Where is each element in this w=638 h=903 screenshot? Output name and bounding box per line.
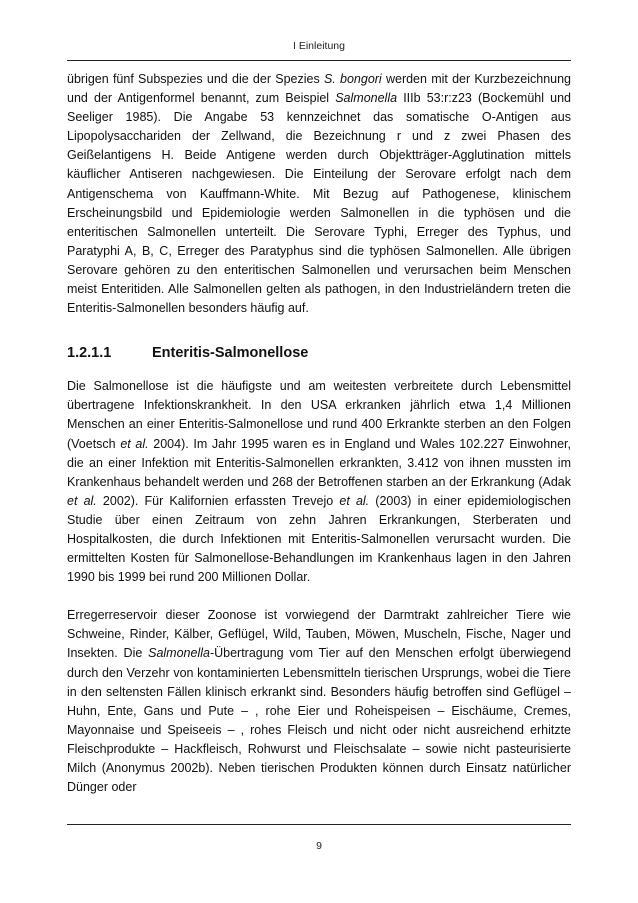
page-number: 9	[316, 840, 322, 852]
paragraph	[67, 606, 571, 797]
italic-text-run: Salmonella	[335, 91, 398, 106]
text-run: Die Salmonellose ist die häufigste und am weitesten verbreitete durch Lebensmittel übertragene Infektionskrankheit. In den USA erkranken jährlich etwa 1,4 Millionen Menschen an einer Enteritis-Salmonellose und rund 400 Erkrankte sterben an den Folgen (Voetsch	[67, 379, 571, 451]
text-run: übrigen fünf Subspezies und die der Spezies	[67, 72, 324, 86]
section-title: Enteritis-Salmonellose	[152, 345, 309, 362]
running-header: I Einleitung	[293, 40, 345, 52]
text-run: werden mit der Kurzbezeichnung und der Antigenformel benannt, zum Beispiel	[67, 72, 572, 106]
paragraph	[67, 70, 571, 318]
page-body	[67, 70, 571, 797]
italic-text-run: et al.	[120, 436, 149, 451]
italic-text-run: et al.	[339, 493, 370, 508]
italic-text-run: S. bongori	[323, 72, 382, 86]
header-divider	[67, 60, 571, 61]
footer-divider	[67, 824, 571, 825]
italic-text-run: Salmonella	[148, 646, 210, 661]
text-run: 2002). Für Kalifornien erfassten Trevejo	[96, 493, 340, 508]
section-heading	[67, 344, 571, 362]
text-run: 2004). Im Jahr 1995 waren es in England und Wales 102.227 Einwohner, die an einer Infektion mit Enteritis-Salmonellen erkrankten, 3.412 von ihnen mussten im Krankenhaus behandelt werden und 268 der Betroffenen starben an der Erkrankung (Adak	[67, 436, 571, 489]
paragraph	[67, 377, 571, 587]
italic-text-run: et al.	[67, 493, 97, 508]
text-run: IIIb 53:r:z23 (Bockemühl und Seeliger 1985). Die Angabe 53 kennzeichnet das somatische O-Antigen aus Lipopolysacchariden der Zellwand, die Bezeichnung r und z zwei Phasen des Geißelantigens H. Beide Antigene werden durch Objektträger-Agglutination mittels käuflicher Antiseren nachgewiesen. Die Einteilung der Serovare erfolgt nach dem Antigenschema von Kauffmann-White. Mit Bezug auf Pathogenese, klinischem Erscheinungsbild und Epidemiologie werden Salmonellen in die typhösen und die enteritischen Salmonellen unterteilt. Die Serovare Typhi, Erreger des Typhus, und Paratyphi A, B, C, Erreger des Paratyphus sind die typhösen Salmonellen. Alle übrigen Serovare gehören zu den enteritischen Salmonellen und verursachen beim Menschen meist Enteritiden. Alle Salmonellen gelten als pathogen, in den Industrieländern treten die Enteritis-Salmonellen besonders häufig auf.	[67, 91, 571, 316]
text-run: -Übertragung vom Tier auf den Menschen erfolgt überwiegend durch den Verzehr von kontaminierten Lebensmitteln tierischen Ursprungs, wobei die Tiere in den seltensten Fällen klinisch erkrankt sind. Besonders häufig betroffen sind Geflügel – Huhn, Ente, Gans und Pute – , rohe Eier und Roheispeisen – Eischäume, Cremes, Mayonnaise und Speiseeis – , rohes Fleisch und nicht oder nicht ausreichend erhitzte Fleischprodukte – Hackfleisch, Rohwurst und Fleischsalate – sowie nicht pasteurisierte Milch (Anonymus 2002b). Neben tierischen Produkten können durch Einsatz natürlicher Dünger oder	[67, 646, 571, 795]
text-run: Erregerreservoir dieser Zoonose ist vorwiegend der Darmtrakt zahlreicher Tiere wie Schweine, Rinder, Kälber, Geflügel, Wild, Tauben, Möwen, Muscheln, Fische, Nager und Insekten. Die	[67, 608, 571, 661]
text-run: (2003) in einer epidemiologischen Studie über einen Zeitraum von zehn Jahren Erkrankungen, Sterberaten und Hospitalkosten, die durch Infektionen mit Enteritis-Salmonellen verursacht wurden. Die ermittelten Kosten für Salmonellose-Behandlungen im Krankenhaus lagen in den Jahren 1990 bis 1999 bei rund 200 Millionen Dollar.	[67, 493, 571, 585]
section-number: 1.2.1.1	[67, 345, 112, 362]
